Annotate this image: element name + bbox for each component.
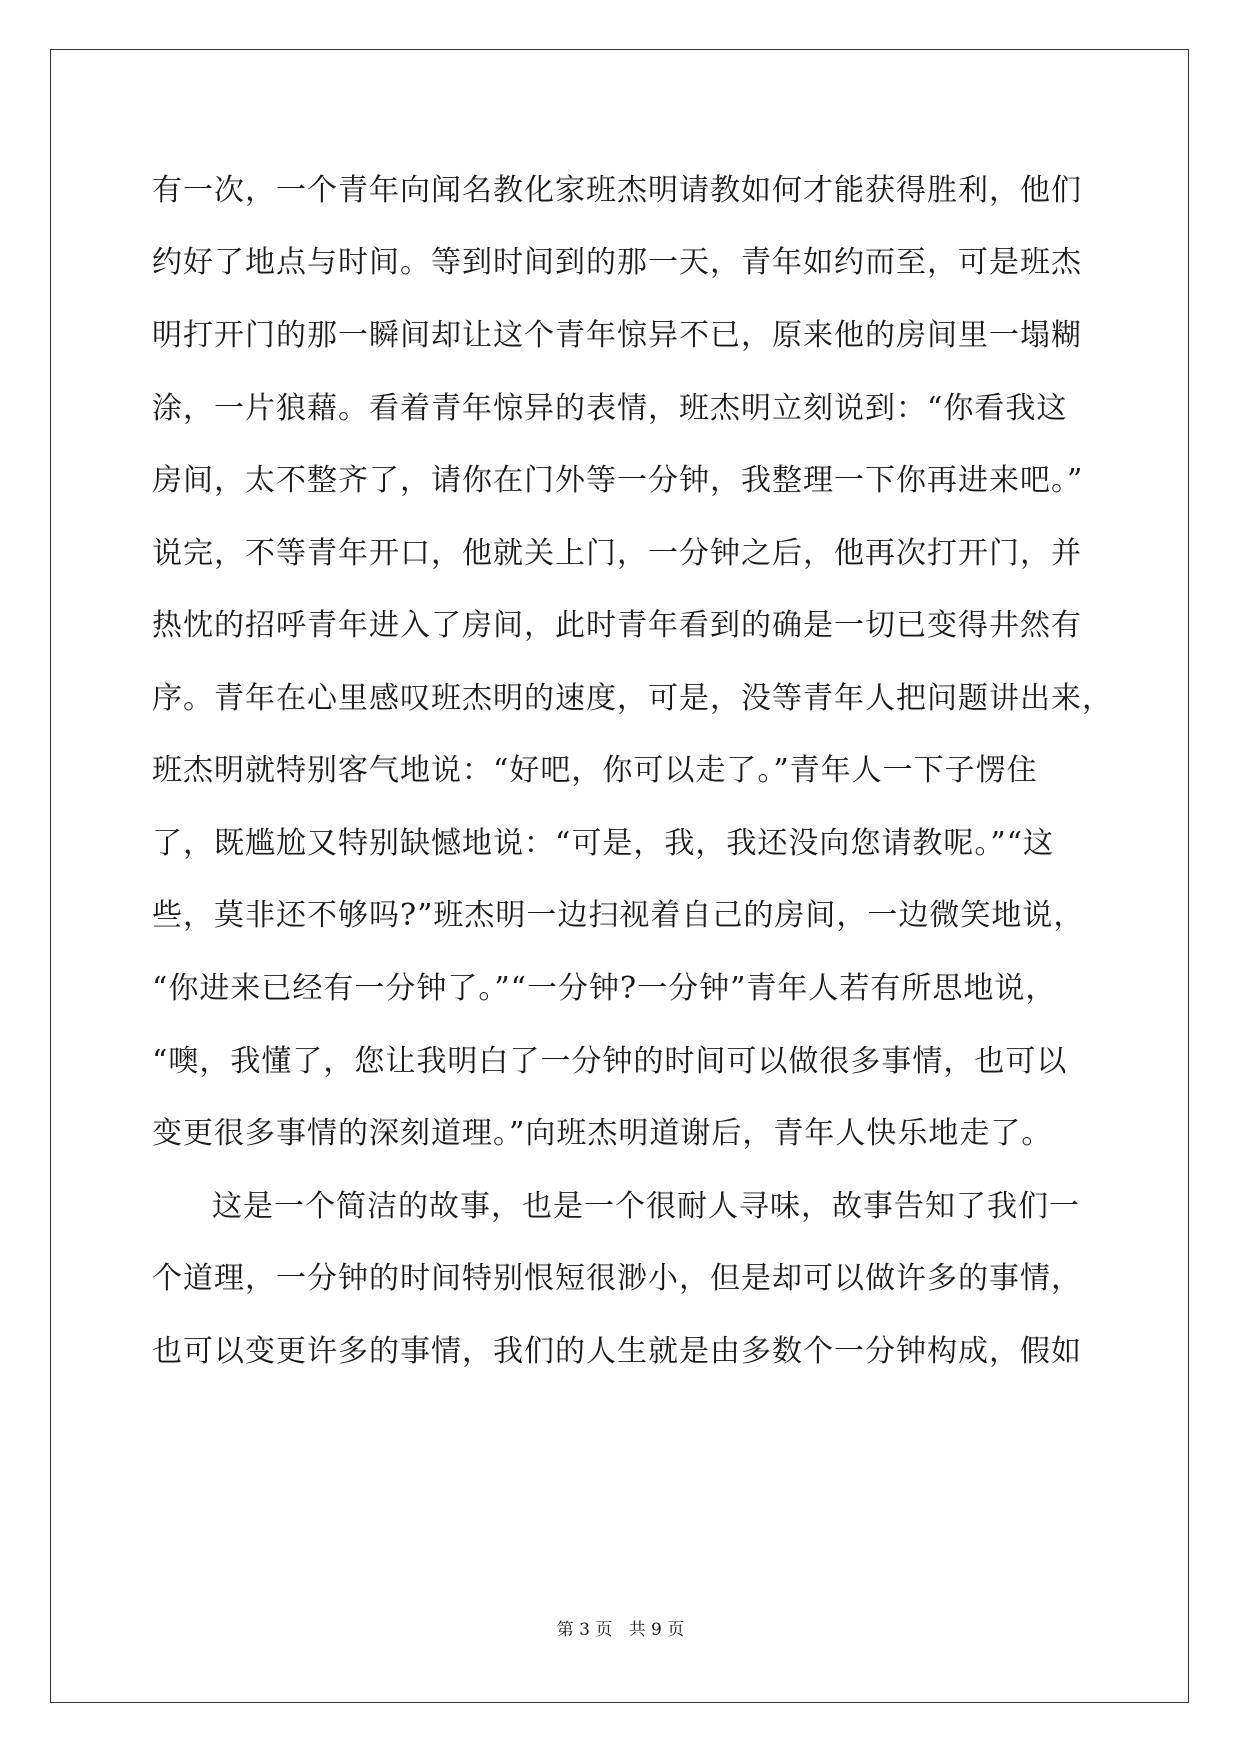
text-line: 约好了地点与时间。等到时间到的那一天，青年如约而至，可是班杰 [152,245,1082,280]
text-line: 变更很多事情的深刻道理。”向班杰明道谢后，青年人快乐地走了。 [152,1116,1053,1151]
text-line: 说完，不等青年开口，他就关上门，一分钟之后，他再次打开门，并 [152,536,1082,571]
text-line: 序。青年在心里感叹班杰明的速度，可是，没等青年人把问题讲出来， [152,681,1113,716]
text-line: 热忱的招呼青年进入了房间，此时青年看到的确是一切已变得井然有 [152,608,1082,643]
paragraph-start-line: 这是一个简洁的故事，也是一个很耐人寻味，故事告知了我们一 [212,1189,1080,1224]
text-line: 个道理，一分钟的时间特别恨短很渺小，但是却可以做许多的事情， [152,1261,1082,1296]
text-line: “噢，我懂了，您让我明白了一分钟的时间可以做很多事情，也可以 [152,1044,1068,1079]
text-line: “你进来已经有一分钟了。”“一分钟?一分钟”青年人若有所思地说， [152,971,1057,1006]
text-line: 明打开门的那一瞬间却让这个青年惊异不已，原来他的房间里一塌糊 [152,318,1082,353]
page-border [50,49,1189,1703]
text-line: 有一次，一个青年向闻名教化家班杰明请教如何才能获得胜利，他们 [152,173,1082,208]
text-line: 班杰明就特别客气地说：“好吧，你可以走了。”青年人一下子愣住 [152,753,1038,788]
text-line: 了，既尴尬又特别缺憾地说：“可是，我，我还没向您请教呢。”“这 [152,826,1055,861]
text-line: 也可以变更许多的事情，我们的人生就是由多数个一分钟构成，假如 [152,1334,1082,1369]
text-line: 房间，太不整齐了，请你在门外等一分钟，我整理一下你再进来吧。” [152,463,1084,498]
page-number-footer: 第 3 页 共 9 页 [556,1620,685,1640]
text-line: 涂，一片狼藉。看着青年惊异的表情，班杰明立刻说到：“你看我这 [152,391,1068,426]
text-line: 些，莫非还不够吗?”班杰明一边扫视着自己的房间，一边微笑地说， [152,898,1085,933]
